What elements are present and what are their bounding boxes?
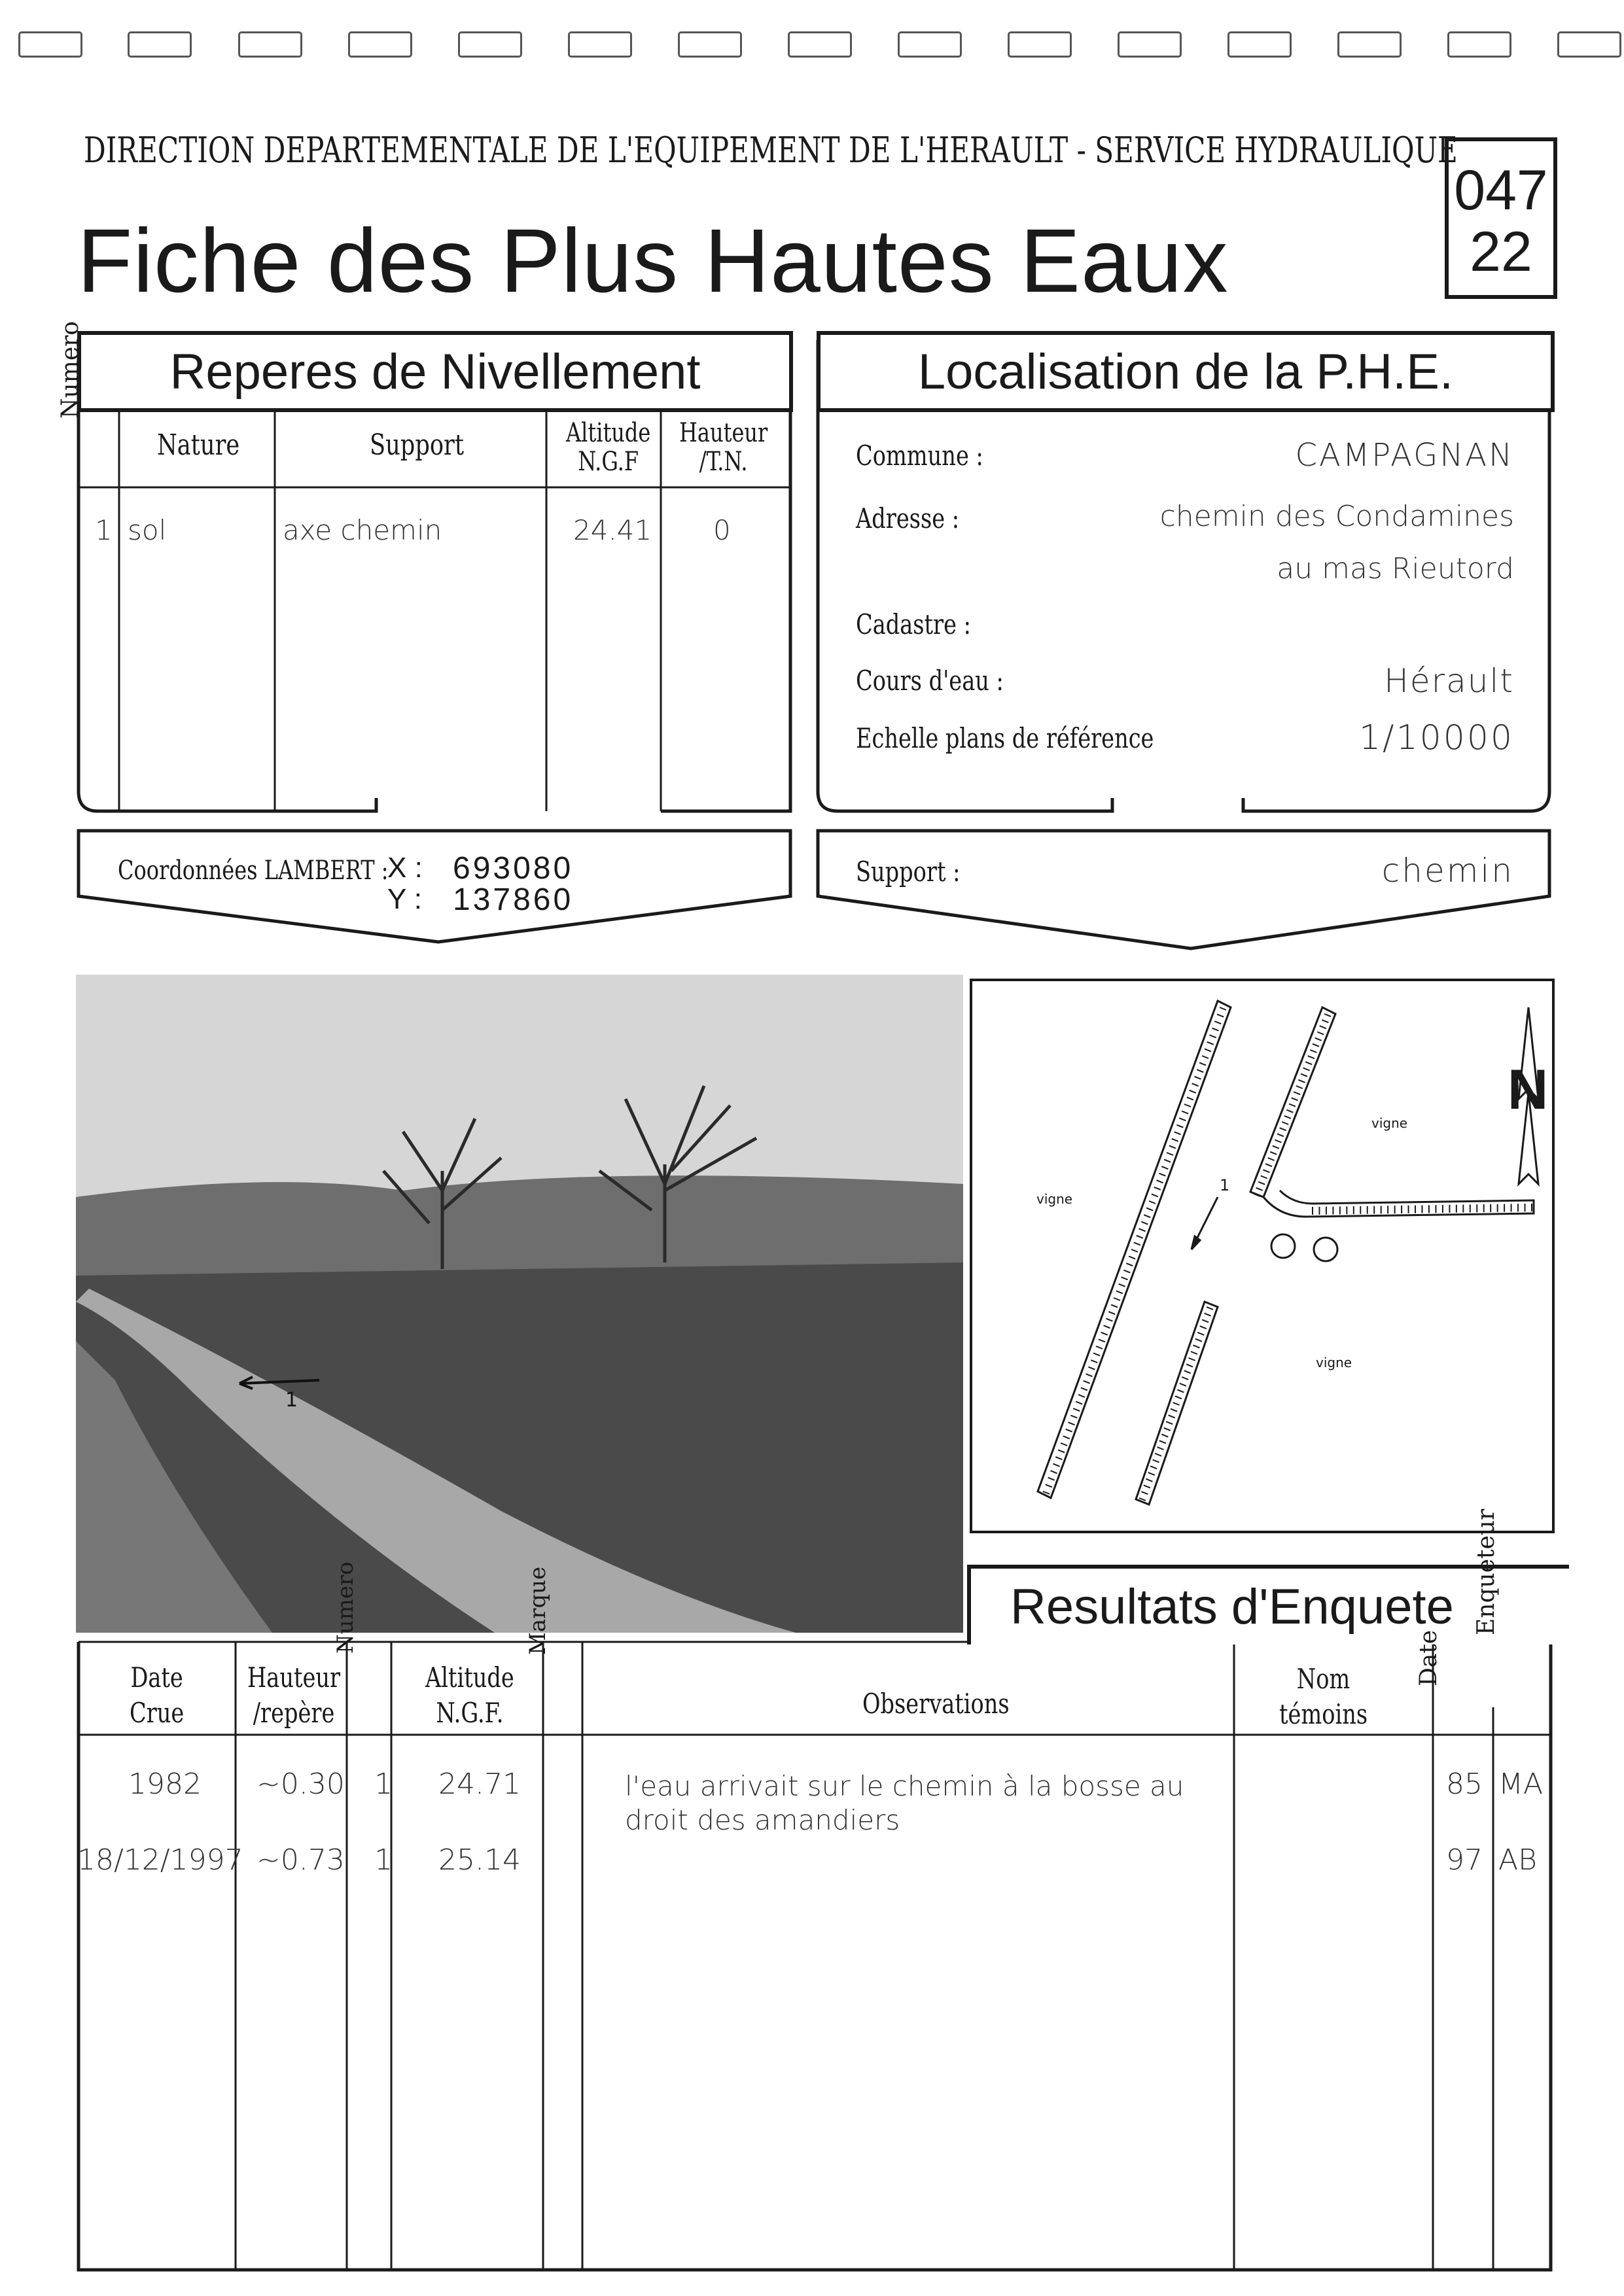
punch-hole — [458, 31, 522, 58]
res-col-date-l2: Crue — [130, 1697, 185, 1729]
support-label: Support : — [856, 856, 961, 888]
coord-x-label: X : — [387, 852, 423, 884]
res-row2-date: 18/12/1997 — [77, 1843, 243, 1877]
punch-hole — [1557, 31, 1621, 58]
reperes-row-numero: 1 — [95, 514, 113, 546]
col-altitude-l2: N.G.F — [578, 447, 639, 477]
res-row2-hauteur: ~0.73 — [256, 1843, 345, 1877]
adresse-line1: chemin des Condamines — [1159, 500, 1514, 533]
res-col-altitude — [425, 1660, 514, 1731]
punch-hole — [1447, 31, 1511, 58]
punch-hole — [1337, 31, 1402, 58]
res-row1-hauteur: ~0.30 — [256, 1767, 345, 1801]
north-icon: N — [1508, 1058, 1549, 1121]
col-numero: Numero — [57, 321, 84, 419]
plan-vigne-top: vigne — [1371, 1115, 1408, 1131]
code-bottom: 22 — [1470, 220, 1532, 283]
res-row1-obs2: droit des amandiers — [625, 1804, 900, 1836]
punch-hole — [18, 31, 82, 58]
punch-hole — [348, 31, 412, 58]
coord-label: Coordonnées LAMBERT : — [118, 856, 389, 886]
plan-vigne-left: vigne — [1036, 1191, 1073, 1207]
res-col-altitude-l2: N.G.F. — [436, 1697, 504, 1729]
res-row1-numero: 1 — [374, 1767, 393, 1801]
punch-hole — [238, 31, 302, 58]
res-row1-altitude: 24.71 — [438, 1767, 521, 1801]
reperes-row-nature: sol — [128, 514, 167, 546]
page-title: Fiche des Plus Hautes Eaux — [77, 211, 1229, 311]
commune-value: CAMPAGNAN — [1295, 437, 1514, 474]
direction-line: DIRECTION DEPARTEMENTALE DE L'EQUIPEMENT DE L'HERAULT - SERVICE HYDRAULIQUE — [84, 130, 1458, 171]
plan-marker: 1 — [1220, 1176, 1230, 1194]
support-arrow — [818, 831, 1549, 948]
punch-hole — [1227, 31, 1292, 58]
coord-x-value: 693080 — [453, 851, 574, 886]
adresse-line2: au mas Rieutord — [1277, 552, 1514, 585]
res-col-date2: Date — [1415, 1629, 1442, 1686]
res-row2-altitude: 25.14 — [438, 1843, 521, 1877]
echelle-value: 1/10000 — [1358, 718, 1514, 757]
col-hauteur-l2: /T.N. — [699, 447, 748, 477]
col-hauteur-l1: Hauteur — [679, 418, 768, 448]
punch-hole — [788, 31, 852, 58]
res-row2-date2: 97 — [1446, 1843, 1483, 1877]
fiche-code-box — [1445, 137, 1557, 299]
reperes-row-support: axe chemin — [283, 514, 442, 546]
res-col-nom-l2: témoins — [1279, 1698, 1368, 1730]
coord-y-label: Y : — [387, 883, 423, 915]
plan-drawing — [972, 981, 1552, 1531]
plan-vigne-bottom: vigne — [1316, 1355, 1352, 1370]
res-row1-obs1: l'eau arrivait sur le chemin à la bosse au — [625, 1770, 1184, 1802]
reperes-row-altitude: 24.41 — [573, 514, 652, 546]
res-col-hauteur — [247, 1660, 340, 1731]
reperes-row-hauteur: 0 — [713, 514, 731, 546]
photo-marker: 1 — [285, 1389, 298, 1412]
res-col-observations: Observations — [862, 1688, 1010, 1720]
code-top: 047 — [1454, 159, 1548, 222]
col-nature: Nature — [157, 428, 240, 462]
res-col-hauteur-l2: /repère — [253, 1697, 335, 1729]
commune-label: Commune : — [856, 440, 983, 472]
punch-hole — [678, 31, 742, 58]
res-col-date — [130, 1660, 184, 1731]
coord-y-value: 137860 — [453, 882, 574, 917]
res-col-enqueteur: Enqueteur — [1473, 1508, 1500, 1635]
res-row1-date: 1982 — [128, 1767, 202, 1801]
res-row1-enqueteur: MA — [1498, 1767, 1544, 1801]
col-altitude-l1: Altitude — [566, 418, 651, 448]
res-col-nom-l1: Nom — [1296, 1663, 1350, 1695]
res-row1-date2: 85 — [1446, 1767, 1483, 1801]
col-altitude — [566, 419, 650, 476]
res-col-altitude-l1: Altitude — [425, 1661, 514, 1694]
punch-hole — [1118, 31, 1182, 58]
punch-hole — [568, 31, 632, 58]
res-row2-enqueteur: AB — [1498, 1843, 1537, 1877]
echelle-label: Echelle plans de référence — [856, 722, 1154, 754]
reperes-title: Reperes de Nivellement — [77, 331, 793, 412]
localisation-title: Localisation de la P.H.E. — [817, 331, 1555, 412]
coord-arrow — [79, 831, 790, 942]
cours-value: Hérault — [1384, 662, 1514, 700]
res-col-date-l1: Date — [130, 1661, 183, 1694]
cadastre-label: Cadastre : — [856, 608, 971, 640]
site-photo — [76, 975, 963, 1633]
res-col-marque: Marque — [525, 1566, 551, 1655]
punch-hole — [1008, 31, 1072, 58]
res-col-hauteur-l1: Hauteur — [247, 1661, 341, 1694]
photo-scene — [76, 975, 963, 1633]
col-hauteur — [679, 419, 768, 476]
res-row2-numero: 1 — [374, 1843, 393, 1877]
support-value: chemin — [1381, 852, 1514, 890]
cours-label: Cours d'eau : — [856, 665, 1004, 697]
col-support: Support — [370, 428, 465, 462]
punch-hole — [898, 31, 962, 58]
adresse-label: Adresse : — [856, 502, 960, 534]
punch-hole — [128, 31, 192, 58]
situation-plan — [970, 979, 1555, 1533]
resultats-title: Resultats d'Enquete — [967, 1565, 1569, 1644]
res-col-numero: Numero — [332, 1561, 359, 1654]
res-col-nom — [1279, 1661, 1368, 1732]
